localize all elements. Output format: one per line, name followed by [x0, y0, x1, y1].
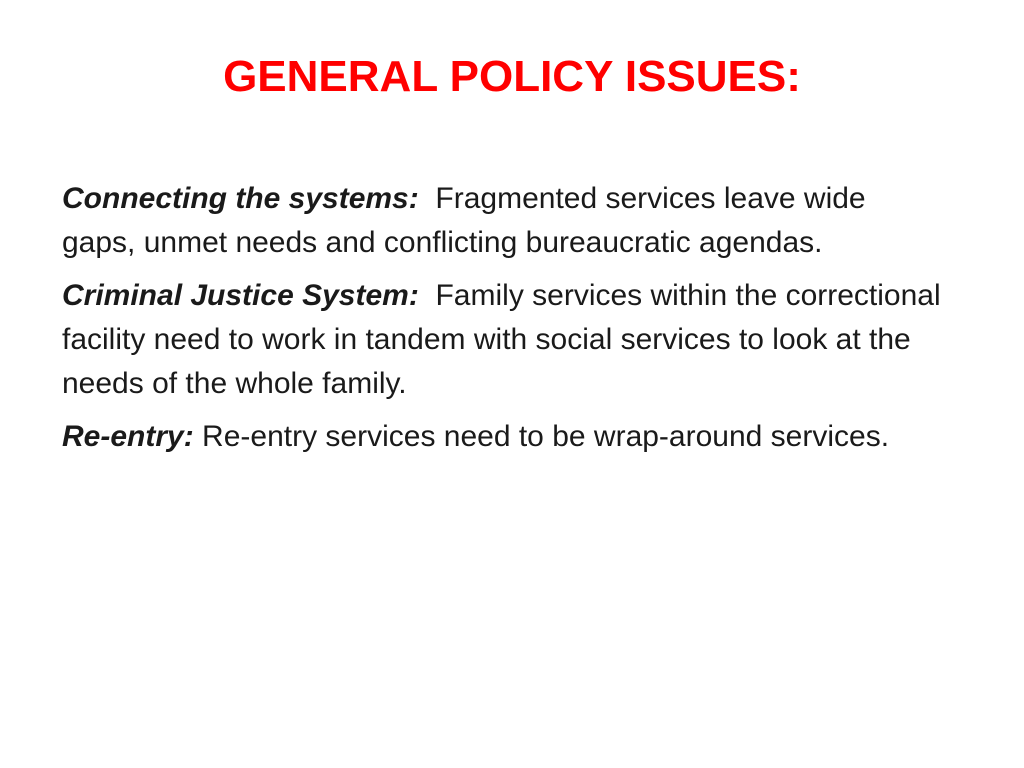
paragraph-text: Fragmented services leave wide gaps, unmet needs and conflicting bureaucratic agendas. — [62, 182, 866, 259]
paragraph-lead: Re-entry: — [62, 420, 194, 453]
paragraph-lead: Connecting the systems: — [62, 182, 419, 215]
paragraph-text: Re-entry services need to be wrap-around services. — [202, 420, 890, 453]
slide-title: GENERAL POLICY ISSUES: — [223, 52, 801, 101]
paragraph-criminal-justice — [62, 274, 942, 406]
paragraph-text: Family services within the correctional facility need to work in tandem with social services to look at the needs of the whole family. — [62, 279, 941, 400]
paragraph-connecting-systems — [62, 177, 942, 265]
slide-body — [62, 177, 942, 468]
paragraph-re-entry — [62, 415, 942, 459]
paragraph-lead: Criminal Justice System: — [62, 279, 419, 312]
